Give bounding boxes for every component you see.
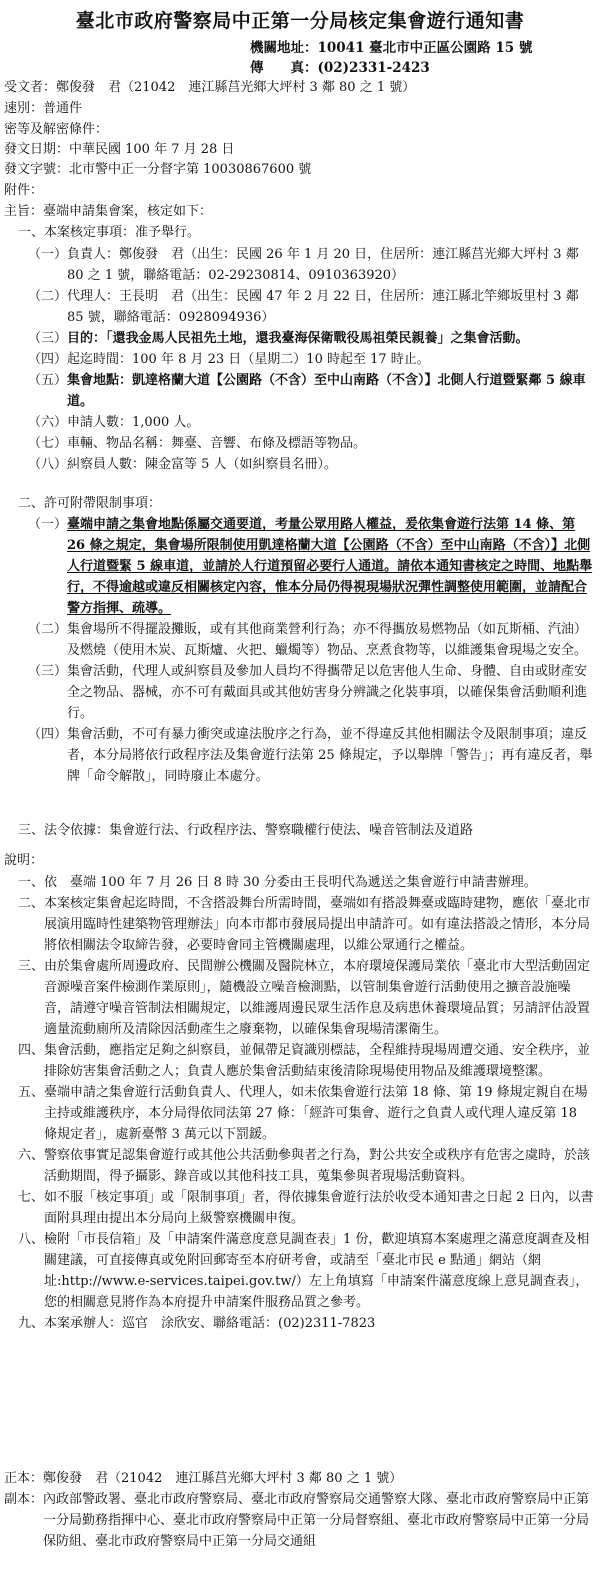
- s1-item-4-text: 起迄時間：100 年 8 月 23 日（星期二）10 時起至 17 時止。: [67, 352, 430, 367]
- explain-item-6: [18, 1145, 594, 1187]
- s2-item-3-text: 集會活動，代理人或糾察員及參加人員均不得攜帶足以危害他人生命、身體、自由或財產安全之物品、器械，亦不可有戴面具或其他妨害身分辨識之化裝事項，以確保集會活動順利進行。: [67, 664, 588, 721]
- s1-item-7: [28, 433, 594, 454]
- section2-heading: 二、許可附帶限制事項：: [18, 496, 162, 511]
- explain-item-7: [18, 1187, 594, 1229]
- copy-text: 內政部警政署、臺北市政府警察局、臺北市政府警察局交通警察大隊、臺北市政府警察局中正第一分局勤務指揮中心、臺北市政府警察局中正第一分局督察組、臺北市政府警察局中正第一分局保防組、臺北市政府警察局中正第一分局交通組: [43, 1492, 590, 1549]
- s1-item-2: [28, 286, 594, 328]
- explain-item-9-mark: 九、: [18, 1316, 45, 1331]
- s2-item-4-text: 集會活動，不可有暴力衝突或違法脫序之行為，並不得違反其他相關法令及限制事項；違反者，本分局將依行政程序法及集會遊行法第 25 條規定，予以舉牌「警告」；再有違反者，舉牌「命令解散」，同時廢止本處分。: [67, 727, 593, 784]
- s1-item-6-text: 申請人數：1,000 人。: [67, 415, 200, 430]
- distribution: [4, 1468, 594, 1552]
- s2-item-3: [28, 661, 594, 724]
- agency-address: 機關地址：10041 臺北市中正區公園路 15 號: [250, 40, 533, 56]
- explain-item-4-mark: 四、: [18, 1043, 45, 1058]
- explain-heading: 說明：: [4, 853, 44, 868]
- explain-item-4-text: 集會活動，應指定足夠之糾察員，並佩帶足資識別標誌，全程維持現場周遭交通、安全秩序，並排除妨害集會活動之人；負責人應於集會活動結束後清除現場使用物品及維護環境整潔。: [44, 1043, 591, 1079]
- section2-items: [28, 514, 594, 787]
- s1-item-2-mark: （二）: [28, 289, 68, 304]
- s1-item-5-mark: （五）: [28, 373, 68, 388]
- s2-item-4: [28, 724, 594, 787]
- recipient-line: 受文者：鄭俊發 君（21042 連江縣莒光鄉大坪村 3 鄰 80 之 1 號）: [4, 80, 416, 95]
- s2-item-1-mark: （一）: [28, 517, 68, 532]
- explain-item-3: [18, 956, 594, 1040]
- s1-item-7-text: 車輛、物品名稱：舞臺、音響、布條及標語等物品。: [67, 436, 367, 451]
- explain-item-7-mark: 七、: [18, 1190, 45, 1205]
- s1-item-6: [28, 412, 594, 433]
- s2-item-2: [28, 619, 594, 661]
- security-line: 密等及解密條件：: [4, 122, 109, 137]
- s1-item-8-mark: （八）: [28, 457, 68, 472]
- s1-item-1-mark: （一）: [28, 247, 68, 262]
- explain-item-1-mark: 一、: [18, 875, 45, 890]
- explain-item-9-text: 本案承辦人：巡官 涂欣安、聯絡電話：(02)2311-7823: [44, 1316, 376, 1331]
- s1-item-5: [28, 370, 594, 412]
- s1-item-3: [28, 328, 594, 349]
- explain-item-8: [18, 1229, 594, 1313]
- s1-item-3-text: 目的：「還我金馬人民祖先土地，還我臺海保衛戰役馬祖榮民親養」之集會活動。: [67, 331, 529, 346]
- s2-item-4-mark: （四）: [28, 727, 68, 742]
- s1-item-4: [28, 349, 594, 370]
- section1-items: [28, 244, 594, 475]
- explain-item-2: [18, 893, 594, 956]
- explain-item-5: [18, 1082, 594, 1145]
- explain-item-1: [18, 872, 594, 893]
- explain-item-5-mark: 五、: [18, 1085, 45, 1100]
- explain-item-2-text: 本案核定集會起迄時間，不含搭設舞台所需時間，臺端如有搭設舞臺或臨時建物，應依「臺北市展演用臨時性建築物管理辦法」向本市都市發展局提出申請許可。如有違法搭設之情形，本分局將依相關法令取締告發，必要時會同主管機關處理，以維公眾通行之權益。: [44, 896, 591, 953]
- s2-item-1-text: 臺端申請之集會地點係屬交通要道，考量公眾用路人權益，爰依集會遊行法第 14 條、第 26 條之規定，集會場所限制使用凱達格蘭大道【公園路（不含）至中山南路（不含）】北側人行道暨緊 5 線車道，並請於人行道預留必要行人通道。請依本通知書核定之時間、地點舉行，不得逾越或違反相關核定內容，惟本分局仍得視現場狀況彈性調整使用範圍，並請配合警方指揮、疏導。: [67, 517, 593, 616]
- s2-item-2-mark: （二）: [28, 622, 68, 637]
- explain-item-3-mark: 三、: [18, 959, 45, 974]
- agency-fax: 傳 真：(02)2331-2423: [250, 60, 430, 76]
- explain-item-6-text: 警察依事實足認集會遊行或其他公共活動參與者之行為，對公共安全或秩序有危害之虞時，於該活動期間，得予攝影、錄音或以其他科技工具，蒐集參與者現場活動資料。: [44, 1148, 591, 1184]
- section1-heading: 一、本案核定事項：准予舉行。: [18, 225, 201, 240]
- s2-item-2-text: 集會場所不得擺設攤販，或有其他商業營利行為；亦不得攜放易燃物品（如瓦斯桶、汽油）及燃燒（使用木炭、瓦斯爐、火把、蠟燭等）物品、烹煮食物等，以維護集會現場之安全。: [67, 622, 588, 658]
- explain-item-7-text: 如不服「核定事項」或「限制事項」者，得依據集會遊行法於收受本通知書之日起 2 日內，以書面附具理由提出本分局向上級警察機關申復。: [44, 1190, 594, 1226]
- s1-item-4-mark: （四）: [28, 352, 68, 367]
- explain-item-8-mark: 八、: [18, 1232, 45, 1247]
- s1-item-6-mark: （六）: [28, 415, 68, 430]
- copy-mark: 副本：: [4, 1492, 44, 1507]
- date-line: 發文日期：中華民國 100 年 7 月 28 日: [4, 142, 235, 157]
- section3-legal-basis: 三、法令依據：集會遊行法、行政程序法、警察職權行使法、噪音管制法及道路: [18, 823, 474, 838]
- explain-item-1-text: 依 臺端 100 年 7 月 26 日 8 時 30 分委由王長明代為遞送之集會遊行申請書辦理。: [44, 875, 537, 890]
- explain-item-3-text: 由於集會處所周邊政府、民間辦公機關及醫院林立，本府環境保護局業依「臺北市大型活動固定音源噪音案件檢測作業原則」，隨機設立噪音檢測點，以管制集會遊行活動使用之擴音設施噪音，請遵守噪音管制法相關規定，以維護周邊民眾生活作息及病患休養環境品質；另請評估設置適量流動廁所及清除因活動產生之廢棄物，以確保集會現場清潔衛生。: [44, 959, 591, 1037]
- original-mark: 正本：: [4, 1471, 44, 1486]
- subject-line: 主旨：臺端申請集會案，核定如下：: [4, 204, 213, 219]
- s1-item-1: [28, 244, 594, 286]
- original-text: 鄭俊發 君（21042 連江縣莒光鄉大坪村 3 鄰 80 之 1 號）: [43, 1471, 403, 1486]
- explain-item-8-text: 檢附「市長信箱」及「申請案件滿意度意見調查表」1 份，歡迎填寫本案處理之滿意度調查及相關建議，可直接傳真或免附回郵寄至本府研考會，或請至「臺北市民 e 點通」網站（網址:http://www.e-services.taipei.gov.tw/）左上角填寫「申請案件滿意度線上意見調查表」，您的相關意見將作為本府提升申請案件服務品質之參考。: [44, 1232, 590, 1310]
- number-line: 發文字號：北市警中正一分督字第 10030867600 號: [4, 162, 312, 177]
- document-title: 臺北市政府警察局中正第一分局核定集會遊行通知書: [75, 10, 525, 32]
- explain-item-5-text: 臺端申請之集會遊行活動負責人、代理人，如未依集會遊行法第 18 條、第 19 條規定親自在場主持或維護秩序，本分局得依同法第 27 條：「經許可集會、遊行之負責人或代理人違反第 18 條規定者」，處新臺幣 3 萬元以下罰鍰。: [44, 1085, 588, 1142]
- s2-item-3-mark: （三）: [28, 664, 68, 679]
- copy-recipients: [4, 1489, 594, 1552]
- attachment-line: 附件：: [4, 183, 44, 198]
- s1-item-3-mark: （三）: [28, 331, 68, 346]
- explain-item-4: [18, 1040, 594, 1082]
- original-recipient: [4, 1468, 594, 1489]
- s2-item-1: [28, 514, 594, 619]
- s1-item-8: [28, 454, 594, 475]
- s1-item-1-text: 負責人：鄭俊發 君（出生：民國 26 年 1 月 20 日，住居所：連江縣莒光鄉大坪村 3 鄰 80 之 1 號，聯絡電話：02-29230814、0910363920）: [67, 247, 579, 283]
- explain-item-9: [18, 1313, 594, 1334]
- explain-item-6-mark: 六、: [18, 1148, 45, 1163]
- speed-line: 速別：普通件: [4, 101, 83, 116]
- s1-item-5-text: 集會地點：凱達格蘭大道【公園路（不含）至中山南路（不含）】北側人行道暨緊鄰 5 線車道。: [67, 373, 586, 409]
- s1-item-8-text: 糾察員人數：陳金富等 5 人（如糾察員名冊）。: [67, 457, 338, 472]
- explain-items: [18, 872, 594, 1334]
- explain-item-2-mark: 二、: [18, 896, 45, 911]
- s1-item-7-mark: （七）: [28, 436, 68, 451]
- s1-item-2-text: 代理人：王長明 君（出生：民國 47 年 2 月 22 日，住居所：連江縣北竿鄉坂里村 3 鄰 85 號，聯絡電話：0928094936）: [67, 289, 579, 325]
